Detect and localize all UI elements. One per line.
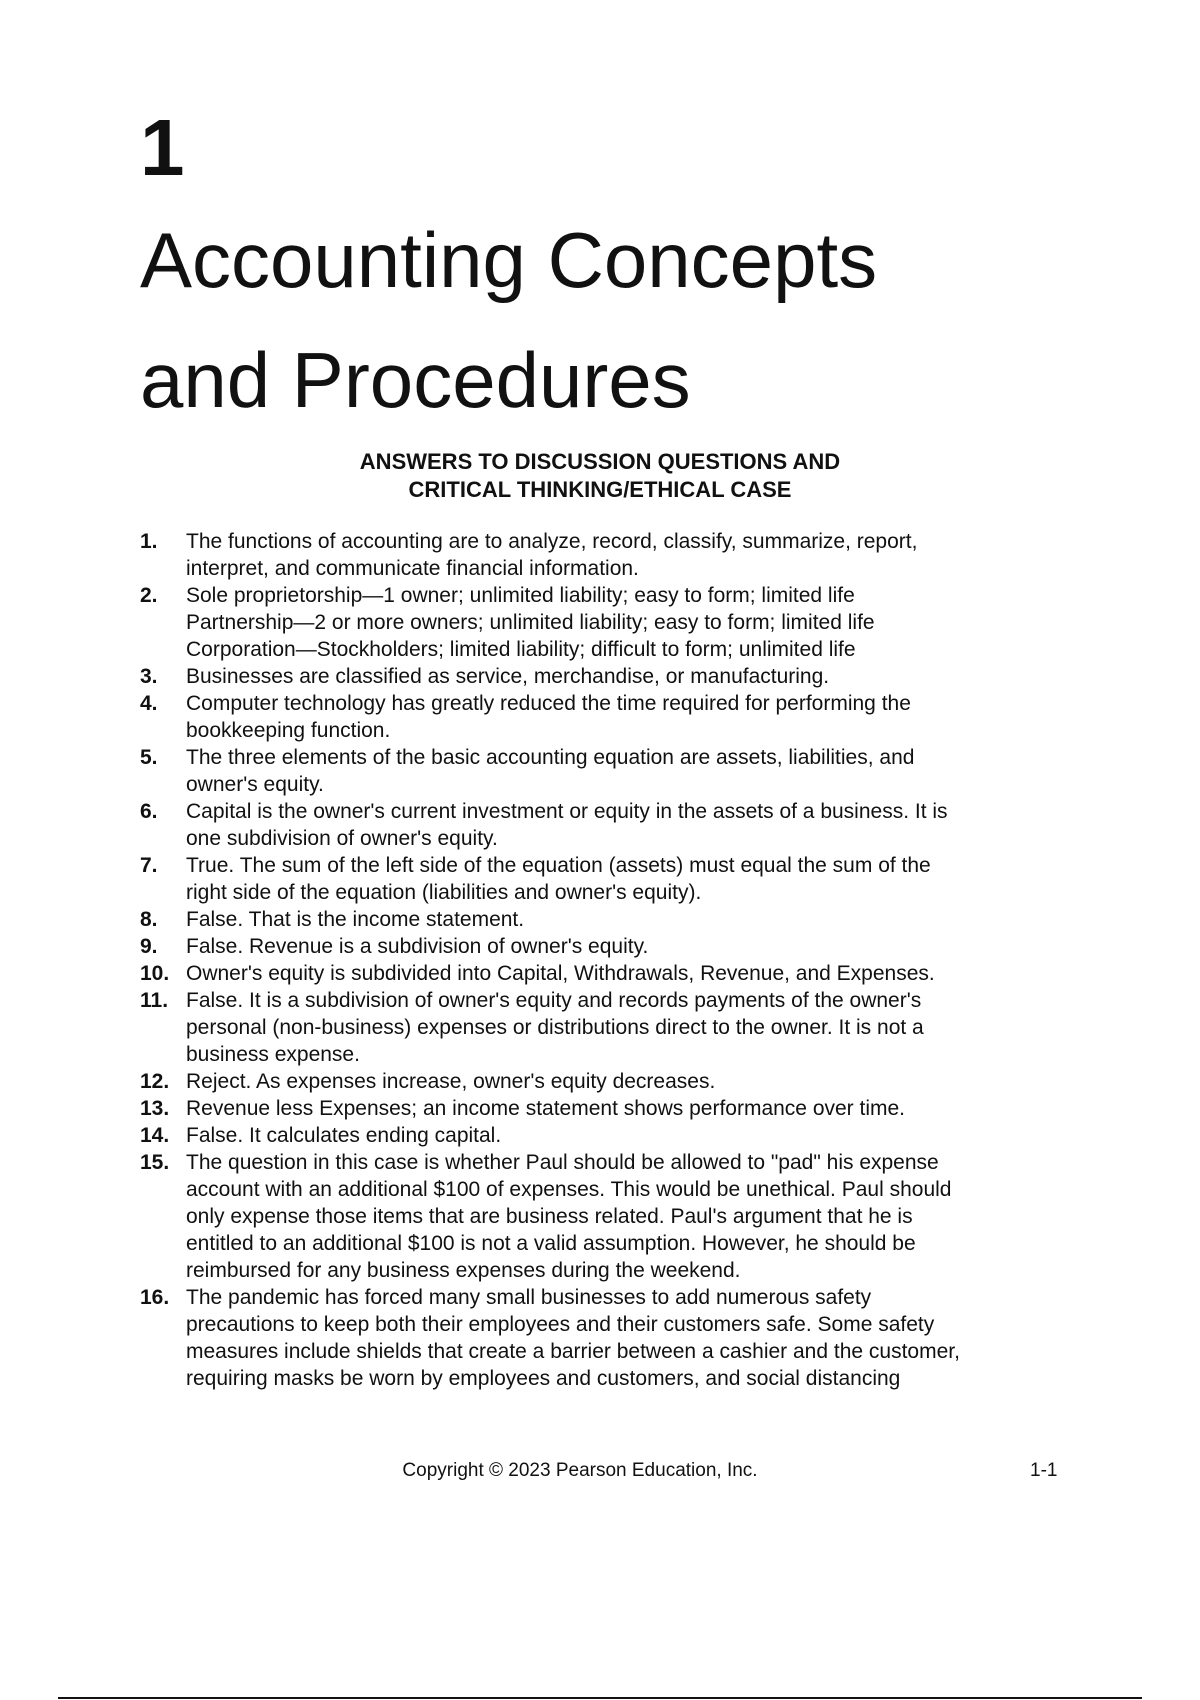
answer-number: 2. [140, 584, 158, 607]
answer-item [140, 1149, 1060, 1284]
page-number: 1-1 [1030, 1460, 1058, 1481]
answer-number: 3. [140, 665, 158, 688]
answer-text-line: True. The sum of the left side of the equation (assets) must equal the sum of the [186, 854, 931, 877]
answer-text-line: requiring masks be worn by employees and customers, and social distancing [186, 1367, 901, 1390]
answer-number: 4. [140, 692, 158, 715]
answer-item [140, 987, 1060, 1068]
chapter-title-line-1: Accounting Concepts [140, 216, 878, 304]
answer-number: 12. [140, 1070, 170, 1093]
answer-item [140, 906, 1060, 933]
section-heading-line-2: CRITICAL THINKING/ETHICAL CASE [408, 477, 792, 502]
answer-text-line: The functions of accounting are to analyze, record, classify, summarize, report, [186, 530, 918, 553]
answer-number: 10. [140, 962, 170, 985]
answer-text-line: Sole proprietorship—1 owner; unlimited liability; easy to form; limited life [186, 584, 855, 607]
answer-text-line: Businesses are classified as service, merchandise, or manufacturing. [186, 665, 830, 688]
answer-text-line: Partnership—2 or more owners; unlimited liability; easy to form; limited life [186, 611, 875, 634]
answer-text-line: Reject. As expenses increase, owner's equity decreases. [186, 1070, 716, 1093]
answer-text-line: business expense. [186, 1043, 360, 1066]
answer-text-line: owner's equity. [186, 773, 324, 796]
answer-number: 16. [140, 1286, 170, 1309]
answer-number: 5. [140, 746, 158, 769]
answer-text-line: bookkeeping function. [186, 719, 391, 742]
section-heading-line-1: ANSWERS TO DISCUSSION QUESTIONS AND [359, 449, 841, 474]
chapter-title [140, 200, 1040, 440]
answer-number: 8. [140, 908, 158, 931]
answer-text-line: reimbursed for any business expenses during the weekend. [186, 1259, 741, 1282]
answer-text-line: Revenue less Expenses; an income statement shows performance over time. [186, 1097, 906, 1120]
answer-text-line: one subdivision of owner's equity. [186, 827, 498, 850]
answer-item [140, 798, 1060, 852]
answers-list [140, 528, 1060, 1392]
answer-item [140, 1284, 1060, 1392]
answer-text-line: Corporation—Stockholders; limited liability; difficult to form; unlimited life [186, 638, 856, 661]
answer-item [140, 1068, 1060, 1095]
answer-item [140, 1122, 1060, 1149]
answer-text-line: account with an additional $100 of expenses. This would be unethical. Paul should [186, 1178, 952, 1201]
chapter-title-line-2: and Procedures [140, 336, 691, 424]
answer-number: 1. [140, 530, 158, 553]
answer-text-line: precautions to keep both their employees and their customers safe. Some safety [186, 1313, 935, 1336]
section-heading [0, 448, 1200, 504]
answer-text-line: interpret, and communicate financial information. [186, 557, 639, 580]
answer-text-line: entitled to an additional $100 is not a valid assumption. However, he should be [186, 1232, 916, 1255]
answer-item [140, 582, 1060, 663]
answer-number: 14. [140, 1124, 170, 1147]
answer-item [140, 960, 1060, 987]
answer-text-line: Computer technology has greatly reduced the time required for performing the [186, 692, 911, 715]
answer-number: 6. [140, 800, 158, 823]
answer-text-line: False. It is a subdivision of owner's equity and records payments of the owner's [186, 989, 922, 1012]
answer-number: 13. [140, 1097, 170, 1120]
answer-item [140, 852, 1060, 906]
answer-number: 9. [140, 935, 158, 958]
answer-item [140, 744, 1060, 798]
answer-item [140, 1095, 1060, 1122]
answer-text-line: Capital is the owner's current investment or equity in the assets of a business. It is [186, 800, 948, 823]
answer-text-line: right side of the equation (liabilities and owner's equity). [186, 881, 702, 904]
answer-text-line: The pandemic has forced many small businesses to add numerous safety [186, 1286, 872, 1309]
bottom-divider [58, 1697, 1142, 1699]
chapter-number: 1 [140, 103, 185, 192]
footer-copyright: Copyright © 2023 Pearson Education, Inc. [402, 1460, 758, 1481]
answer-text-line: personal (non-business) expenses or distributions direct to the owner. It is not a [186, 1016, 924, 1039]
answer-text-line: only expense those items that are business related. Paul's argument that he is [186, 1205, 913, 1228]
answer-text-line: False. It calculates ending capital. [186, 1124, 502, 1147]
answer-number: 11. [140, 989, 169, 1012]
answer-item [140, 933, 1060, 960]
answer-text-line: False. That is the income statement. [186, 908, 525, 931]
answer-item [140, 663, 1060, 690]
answer-text-line: The question in this case is whether Paul should be allowed to "pad" his expense [186, 1151, 939, 1174]
answer-text-line: The three elements of the basic accounting equation are assets, liabilities, and [186, 746, 915, 769]
answer-number: 7. [140, 854, 158, 877]
answer-text-line: Owner's equity is subdivided into Capital, Withdrawals, Revenue, and Expenses. [186, 962, 935, 985]
answer-text-line: measures include shields that create a barrier between a cashier and the customer, [186, 1340, 960, 1363]
answer-item [140, 690, 1060, 744]
answer-text-line: False. Revenue is a subdivision of owner's equity. [186, 935, 649, 958]
answer-number: 15. [140, 1151, 170, 1174]
answer-item [140, 528, 1060, 582]
